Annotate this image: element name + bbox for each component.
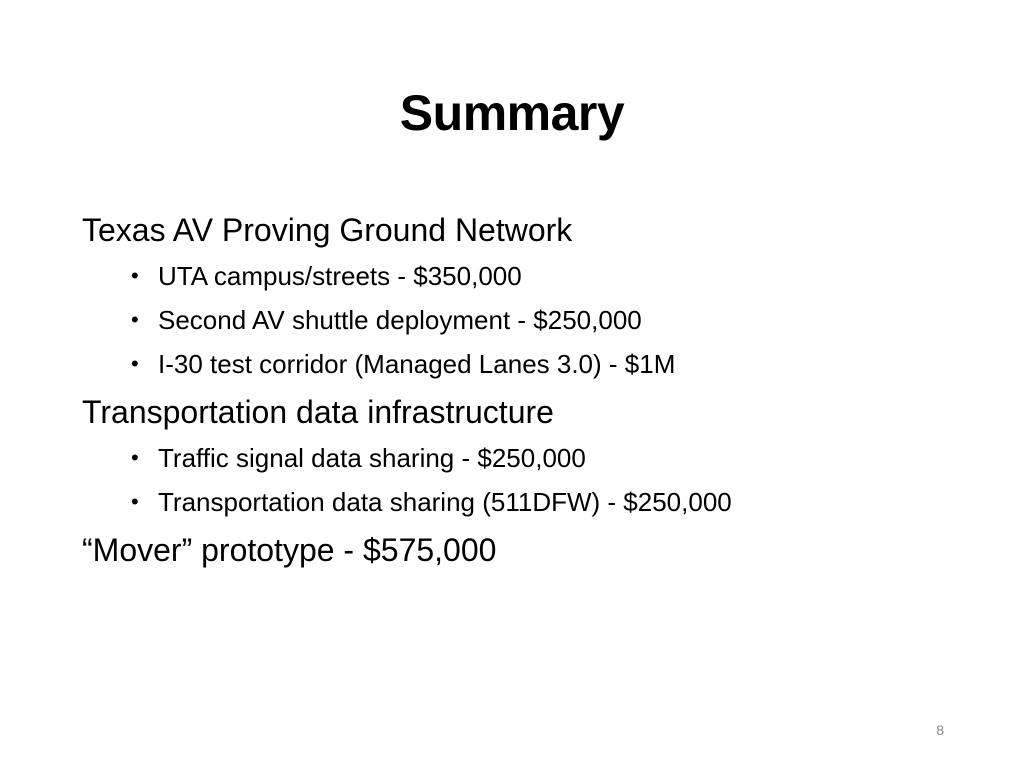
list-item <box>82 436 962 480</box>
bullet-icon: • <box>131 445 139 470</box>
slide-content <box>82 206 962 574</box>
bullet-icon: • <box>131 307 139 332</box>
list-item-text: Traffic signal data sharing - $250,000 <box>158 443 586 473</box>
list-item <box>82 480 962 524</box>
page-number: 8 <box>936 722 944 738</box>
list-item-text: Second AV shuttle deployment - $250,000 <box>158 305 642 335</box>
section-heading-mover-prototype: “Mover” prototype - $575,000 <box>82 532 497 568</box>
section-items-texas-av-proving-ground <box>82 254 962 386</box>
section-items-transportation-data-infrastructure <box>82 436 962 524</box>
list-item-text: UTA campus/streets - $350,000 <box>158 261 522 291</box>
bullet-icon: • <box>131 489 139 514</box>
list-item <box>82 254 962 298</box>
list-item-text: Transportation data sharing (511DFW) - $250,000 <box>158 487 732 517</box>
list-item <box>82 298 962 342</box>
bullet-icon: • <box>131 263 139 288</box>
section-heading-transportation-data-infrastructure: Transportation data infrastructure <box>82 394 554 430</box>
bullet-icon: • <box>131 351 139 376</box>
slide-title: Summary <box>399 85 625 141</box>
list-item-text: I-30 test corridor (Managed Lanes 3.0) - $1M <box>158 349 676 379</box>
list-item <box>82 342 962 386</box>
section-heading-texas-av-proving-ground: Texas AV Proving Ground Network <box>82 212 573 248</box>
